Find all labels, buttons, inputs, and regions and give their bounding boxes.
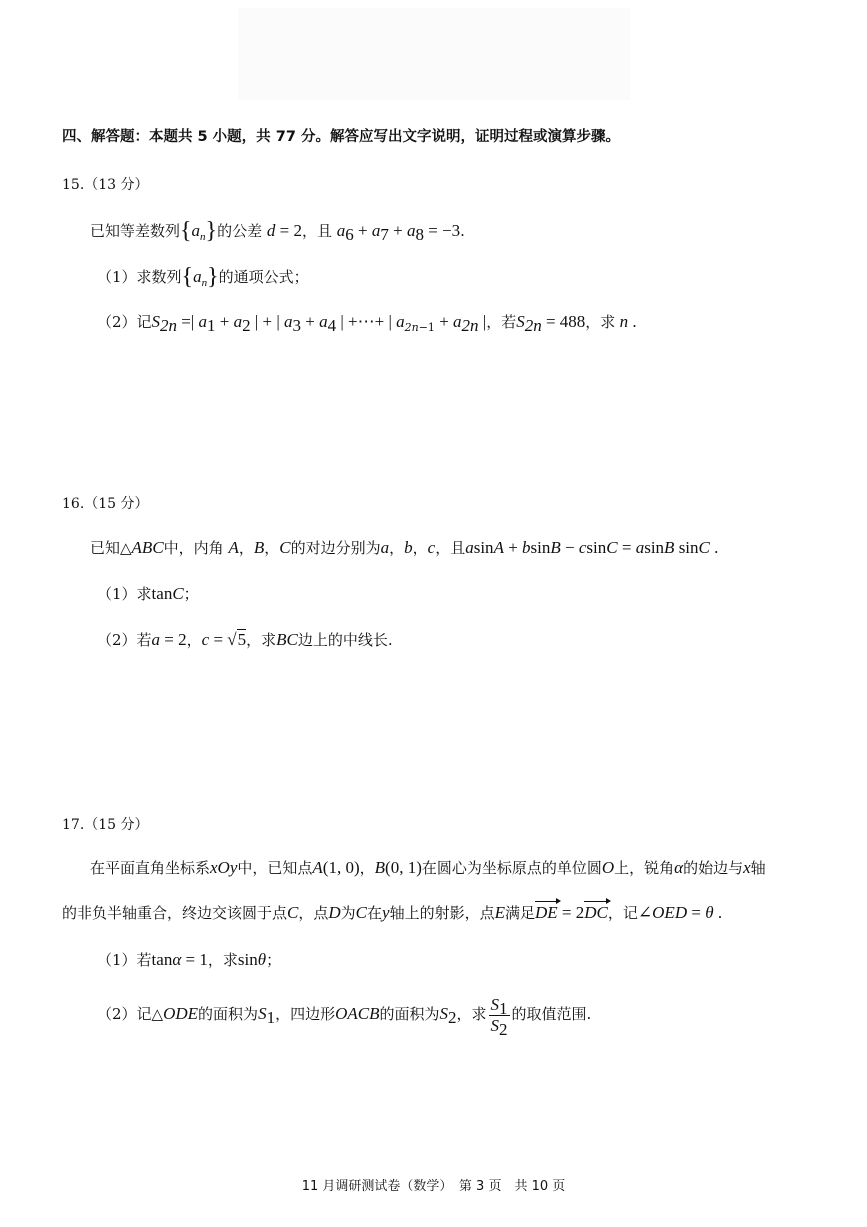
q17-part2-c: ，四边形 xyxy=(275,1005,336,1023)
q17-part1-suffix: ； xyxy=(266,951,282,969)
q15-stem-text: 已知等差数列 xyxy=(90,222,181,240)
q17-line1-a: 在平面直角坐标系 xyxy=(90,859,211,877)
q16-part2-end: 边上的中线长. xyxy=(297,631,393,649)
q16-part1-prefix: （1）求 xyxy=(97,585,152,603)
q16-part2-prefix: （2）若 xyxy=(97,631,152,649)
scan-shadow-band xyxy=(238,8,630,100)
q17-part2: （2）记△ODE的面积为$S_1$，四边形OACB的面积为$S_2$，求 $\frac{S_1}{S_2}$ 的取值范围. xyxy=(97,994,592,1039)
q15-part2-find: ，求 xyxy=(585,313,616,331)
q15-part2: （2）记$S_{2n}$ =| $a_1 + a_2$ | + | $a_3 + a_4$ | +⋯+ | $a_{2n-1} + a_{2n}$ |，若$S_{2n} = 488$，求 n . xyxy=(97,312,637,335)
q16-stem-and: ，且 xyxy=(435,539,466,557)
q17-part2-d: 的面积为 xyxy=(379,1005,440,1023)
q17-line1-f: 轴 xyxy=(750,859,766,877)
section-heading: 四、解答题：本题共 5 小题，共 77 分。解答应写出文字说明，证明过程或演算步骤。 xyxy=(62,129,620,145)
q17-part1: （1）若tanα = 1，求sinθ； xyxy=(97,950,282,969)
q16-part2-suffix: ，求 xyxy=(246,631,277,649)
q17-line1-e: 的始边与 xyxy=(683,859,744,877)
q17-number: 17.（15 分） xyxy=(62,817,149,833)
q16-stem: 已知△ABC中，内角 A，B，C的对边分别为a，b，c，且asinA + bsinB − csinC = asinB sinC . xyxy=(90,538,719,557)
q15-stem-text-2: 的公差 xyxy=(217,222,263,240)
q15-number: 15.（13 分） xyxy=(62,177,149,193)
q15-part1-prefix: （1）求数列 xyxy=(97,268,182,286)
q16-part1: （1）求tanC； xyxy=(97,584,199,603)
q17-part1-mid: ，求 xyxy=(207,951,238,969)
q15-stem-and: ，且 xyxy=(301,222,332,240)
q17-line2-b: ，点 xyxy=(298,904,329,922)
page-footer: 11 月调研测试卷（数学） 第 3 页 共 10 页 xyxy=(301,1179,566,1194)
q16-number: 16.（15 分） xyxy=(62,496,149,512)
q15-stem: 已知等差数列$\{a_n\}$的公差 d = 2，且 $a_6 + a_7 + a_8 = -3$. xyxy=(90,218,465,244)
q15-part2-if: ，若 xyxy=(486,313,517,331)
q17-part2-e: ，求 xyxy=(456,1005,487,1023)
q17-line2-g: ，记 xyxy=(607,904,638,922)
q17-part2-b: 的面积为 xyxy=(198,1005,259,1023)
q17-stem-line1: 在平面直角坐标系xOy中，已知点A(1, 0)，B(0, 1)在圆心为坐标原点的单位圆O上，锐角α的始边与x轴 xyxy=(90,858,766,877)
q16-stem-prefix: 已知△ xyxy=(90,539,132,557)
q17-line2-a: 的非负半轴重合，终边交该圆于点 xyxy=(62,904,288,922)
q16-part2: （2）若a = 2，c = √5，求BC边上的中线长. xyxy=(97,630,393,649)
q17-line2-d: 在 xyxy=(367,904,383,922)
q15-period: . xyxy=(460,222,465,240)
q16-part1-suffix: ； xyxy=(183,585,199,603)
q17-line1-d: 上，锐角 xyxy=(614,859,675,877)
q17-line1-c: 在圆心为坐标原点的单位圆 xyxy=(421,859,602,877)
q16-stem-angles: 中，内角 xyxy=(163,539,224,557)
q15-part1-suffix: 的通项公式； xyxy=(218,268,309,286)
s1-over-s2-fraction: $\frac{S_1}{S_2}$ xyxy=(490,994,508,1039)
q17-part2-prefix: （2）记△ xyxy=(97,1005,164,1023)
q16-stem-sides: 的对边分别为 xyxy=(290,539,381,557)
q17-line2-f: 满足 xyxy=(504,904,535,922)
q17-line1-b: 中，已知点 xyxy=(237,859,313,877)
q17-part1-prefix: （1）若 xyxy=(97,951,152,969)
q15-part1: （1）求数列$\{a_n\}$的通项公式； xyxy=(97,264,309,290)
q15-part2-prefix: （2）记 xyxy=(97,313,152,331)
q17-line2-c: 为 xyxy=(340,904,356,922)
q17-part2-f: 的取值范围. xyxy=(511,1005,592,1023)
q17-line2-e: 轴上的射影，点 xyxy=(389,904,495,922)
q17-stem-line2: 的非负半轴重合，终边交该圆于点C，点D为C在y轴上的射影，点E满足DE = 2DC，记∠OED = θ . xyxy=(62,903,723,922)
